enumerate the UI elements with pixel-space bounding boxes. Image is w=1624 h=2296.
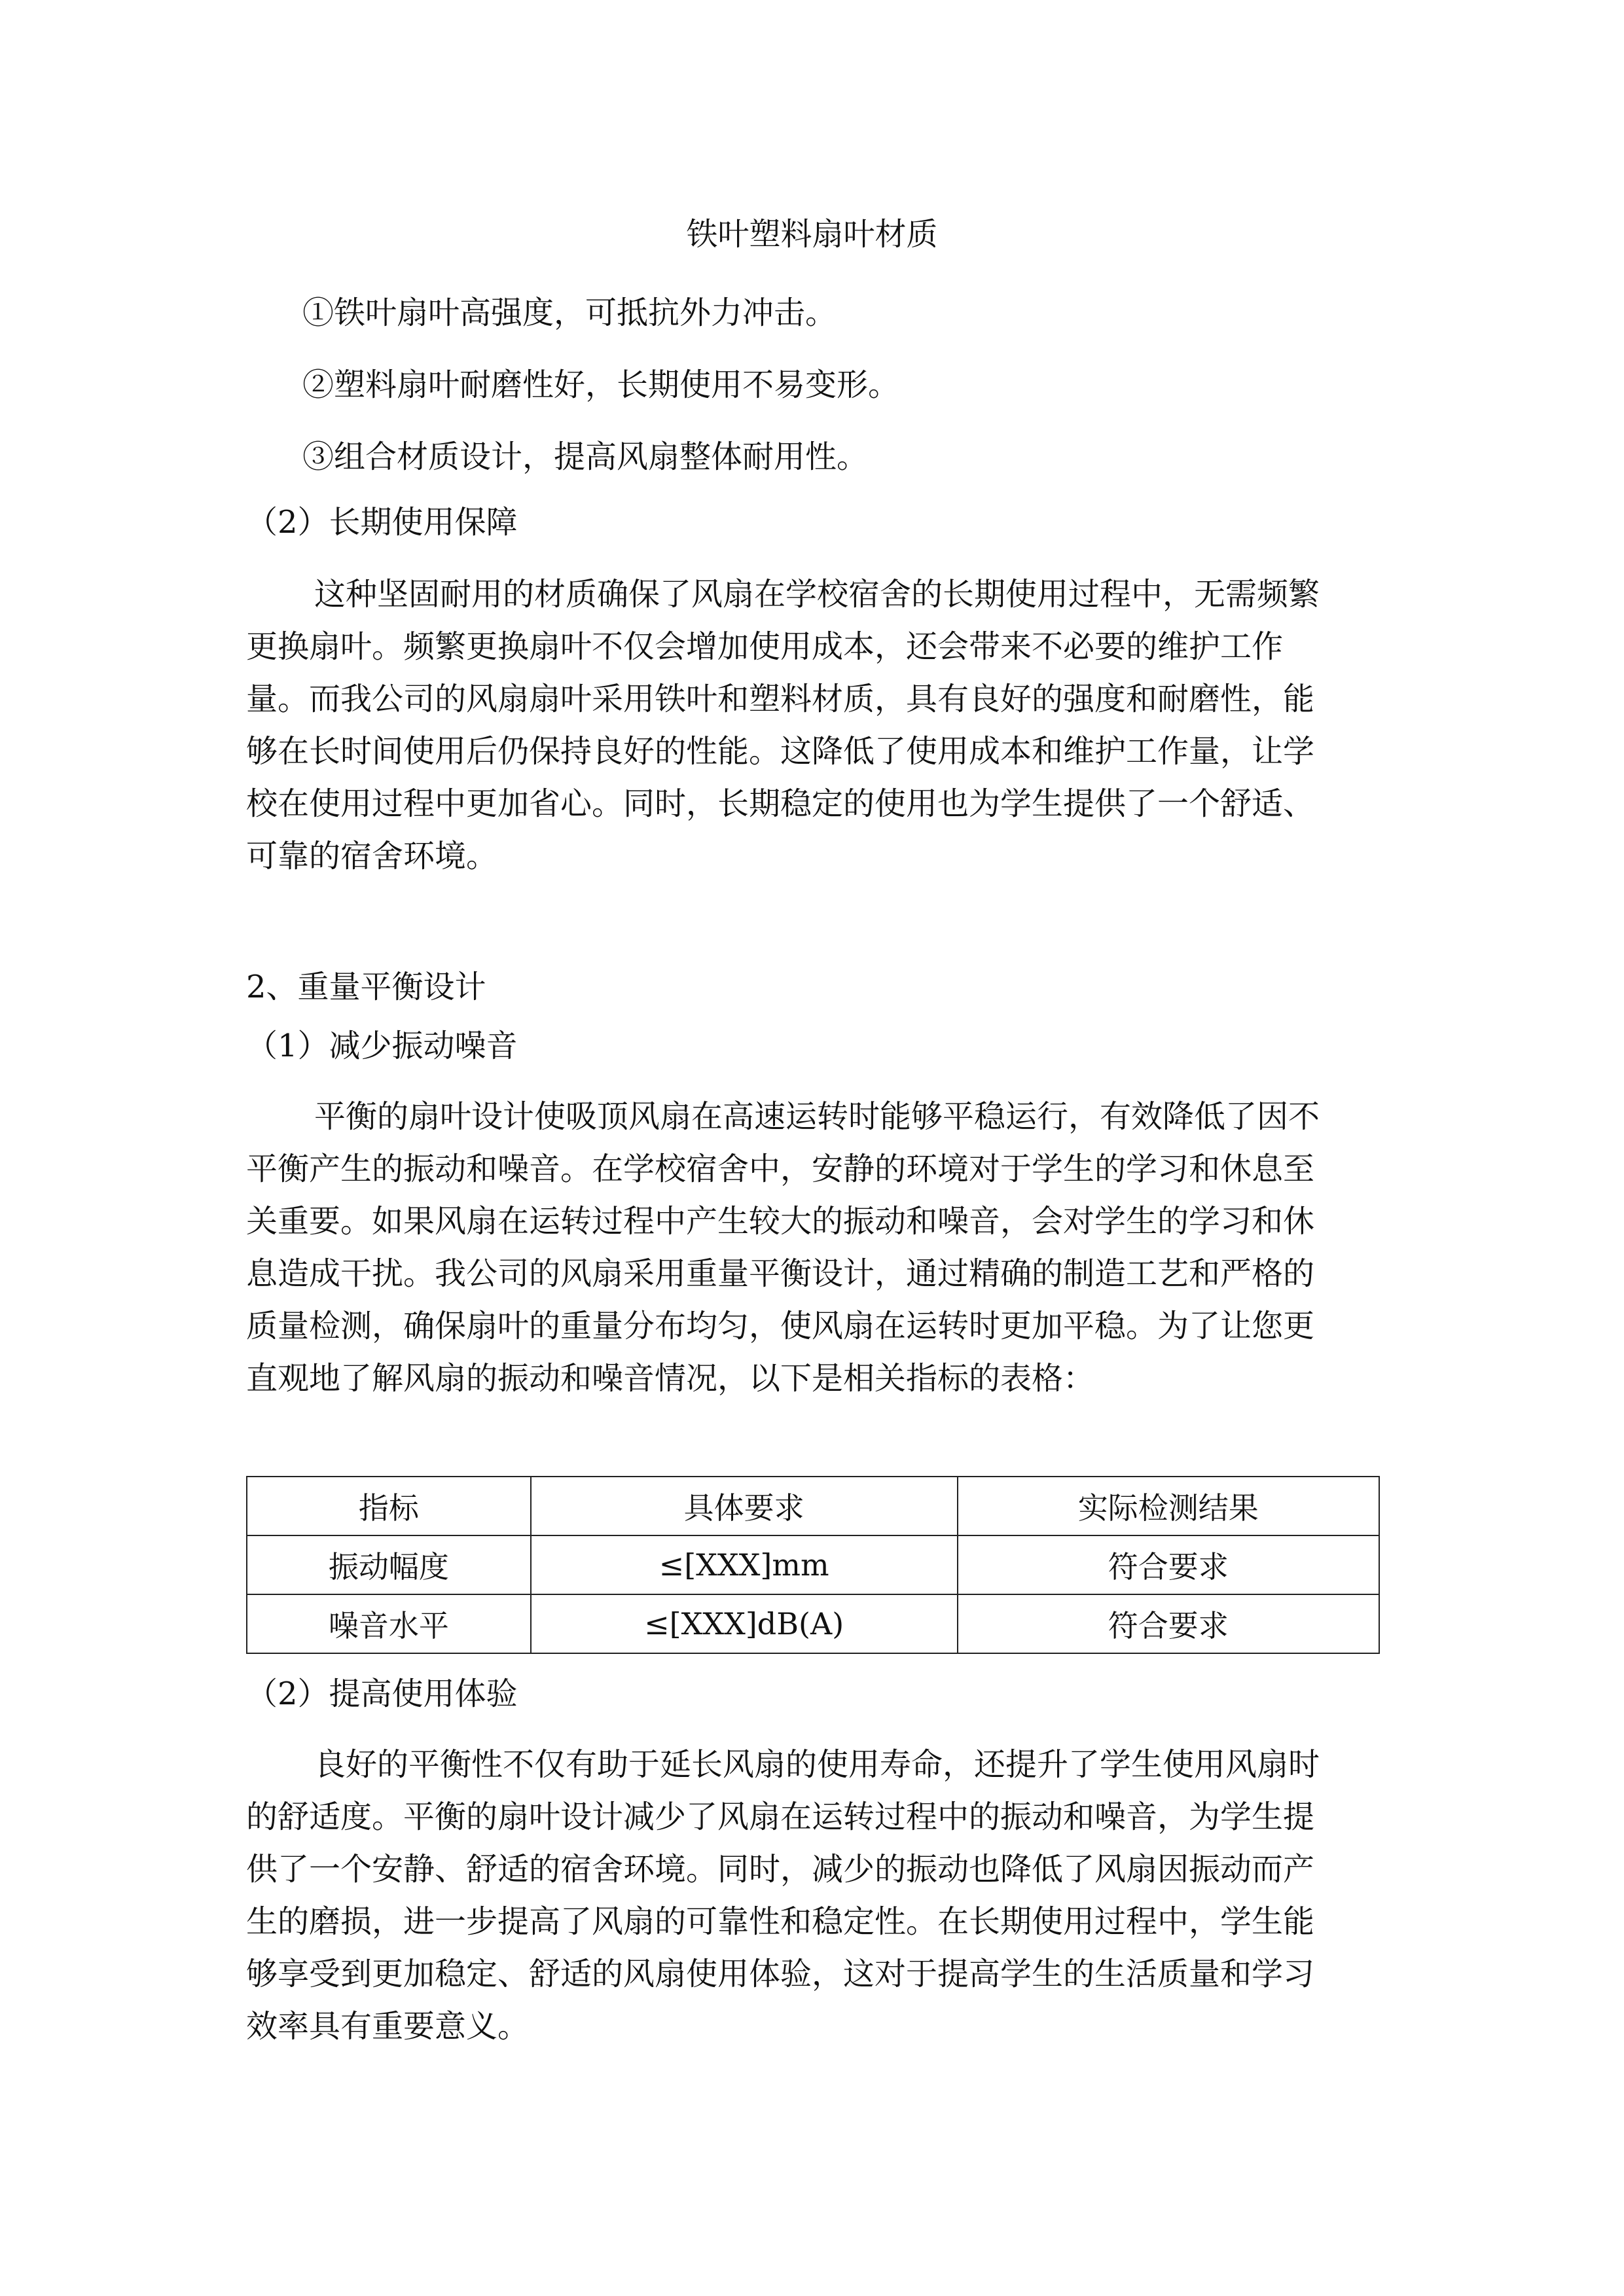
paragraph-line: 效率具有重要意义。 <box>246 2008 530 2045</box>
section-heading-noise: （1）减少振动噪音 <box>246 1028 518 1064</box>
table-cell: ≤[XXX]dB(A) <box>531 1594 958 1653</box>
paragraph-line: 直观地了解风扇的振动和噪音情况，以下是相关指标的表格： <box>246 1360 1095 1397</box>
paragraph-line: 息造成干扰。我公司的风扇采用重量平衡设计，通过精确的制造工艺和严格的 <box>246 1255 1315 1292</box>
paragraph-line: 量。而我公司的风扇扇叶采用铁叶和塑料材质，具有良好的强度和耐磨性，能 <box>246 681 1315 717</box>
paragraph-line: 质量检测，确保扇叶的重量分布均匀，使风扇在运转时更加平稳。为了让您更 <box>246 1308 1315 1344</box>
table-header-cell: 具体要求 <box>531 1477 958 1535</box>
paragraph-noise <box>246 1090 1376 1405</box>
material-point: ②塑料扇叶耐磨性好，长期使用不易变形。 <box>302 367 900 403</box>
paragraph-line: 校在使用过程中更加省心。同时，长期稳定的使用也为学生提供了一个舒适、 <box>246 785 1315 822</box>
paragraph-line: 的舒适度。平衡的扇叶设计减少了风扇在运转过程中的振动和噪音，为学生提 <box>246 1799 1315 1835</box>
table-header-row <box>247 1477 1379 1535</box>
section-heading-balance: 2、重量平衡设计 <box>246 969 486 1005</box>
paragraph-line: 平衡的扇叶设计使吸顶风扇在高速运转时能够平稳运行，有效降低了因不 <box>314 1098 1320 1135</box>
metrics-table <box>246 1476 1380 1654</box>
table-cell: ≤[XXX]mm <box>531 1535 958 1594</box>
paragraph-long-term <box>246 568 1376 882</box>
table-header-cell: 实际检测结果 <box>958 1477 1379 1535</box>
figure-caption: 铁叶塑料扇叶材质 <box>686 216 938 253</box>
paragraph-line: 够在长时间使用后仍保持良好的性能。这降低了使用成本和维护工作量，让学 <box>246 733 1315 770</box>
paragraph-experience <box>246 1738 1376 2053</box>
paragraph-line: 更换扇叶。频繁更换扇叶不仅会增加使用成本，还会带来不必要的维护工作 <box>246 628 1284 665</box>
paragraph-line: 够享受到更加稳定、舒适的风扇使用体验，这对于提高学生的生活质量和学习 <box>246 1956 1315 1992</box>
table-row <box>247 1535 1379 1594</box>
table-header-cell: 指标 <box>247 1477 531 1535</box>
paragraph-line: 供了一个安静、舒适的宿舍环境。同时，减少的振动也降低了风扇因振动而产 <box>246 1851 1315 1888</box>
material-point: ③组合材质设计，提高风扇整体耐用性。 <box>302 439 869 475</box>
table-cell: 噪音水平 <box>247 1594 531 1653</box>
paragraph-line: 生的磨损，进一步提高了风扇的可靠性和稳定性。在长期使用过程中，学生能 <box>246 1903 1315 1940</box>
table-row <box>247 1594 1379 1653</box>
section-heading-long-term: （2）长期使用保障 <box>246 504 518 541</box>
section-heading-experience: （2）提高使用体验 <box>246 1676 518 1712</box>
table-cell: 符合要求 <box>958 1535 1379 1594</box>
table-cell: 振动幅度 <box>247 1535 531 1594</box>
material-point: ①铁叶扇叶高强度，可抵抗外力冲击。 <box>302 295 837 331</box>
table-cell: 符合要求 <box>958 1594 1379 1653</box>
paragraph-line: 良好的平衡性不仅有助于延长风扇的使用寿命，还提升了学生使用风扇时 <box>314 1746 1320 1783</box>
paragraph-line: 关重要。如果风扇在运转过程中产生较大的振动和噪音，会对学生的学习和休 <box>246 1203 1315 1240</box>
paragraph-line: 这种坚固耐用的材质确保了风扇在学校宿舍的长期使用过程中，无需频繁 <box>314 576 1320 613</box>
paragraph-line: 可靠的宿舍环境。 <box>246 838 498 874</box>
paragraph-line: 平衡产生的振动和噪音。在学校宿舍中，安静的环境对于学生的学习和休息至 <box>246 1151 1315 1187</box>
